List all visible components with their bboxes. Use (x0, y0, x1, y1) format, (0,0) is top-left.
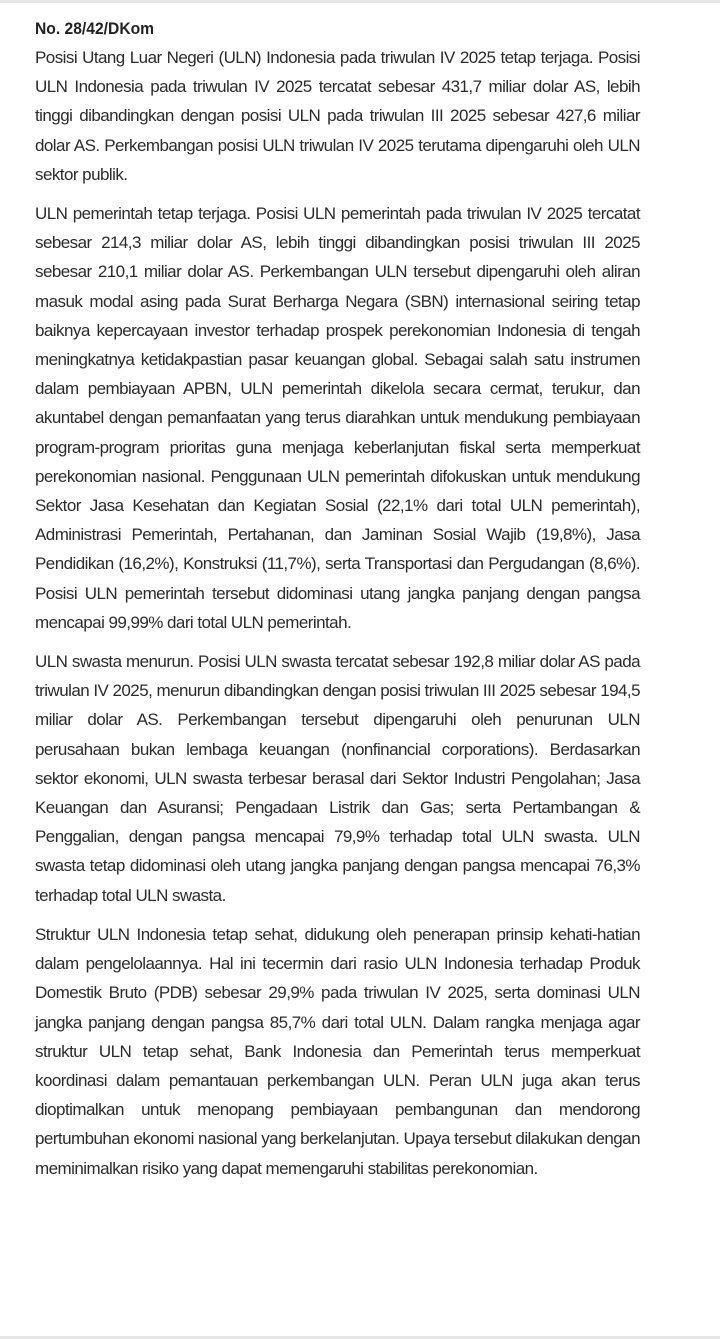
press-release-article (35, 14, 640, 1193)
document-number: No. 28/42/DKom (35, 19, 155, 38)
paragraph-uln-overview: Posisi Utang Luar Negeri (ULN) Indonesia pada triwulan IV 2025 tetap terjaga. Posisi ULN Indonesia pada triwulan IV 2025 tercatat sebesar 431,7 miliar dolar AS, lebih tinggi dibandingkan dengan posisi ULN pada triwulan III 2025 sebesar 427,6 miliar dolar AS. Perkembangan posisi ULN triwulan IV 2025 terutama dipengaruhi oleh ULN sektor publik. (35, 48, 640, 184)
top-divider (0, 0, 720, 3)
paragraph-uln-private: ULN swasta menurun. Posisi ULN swasta tercatat sebesar 192,8 miliar dolar AS pada triwulan IV 2025, menurun dibandingkan dengan posisi triwulan III 2025 sebesar 194,5 miliar dolar AS. Perkembangan tersebut dipengaruhi oleh penurunan ULN perusahaan bukan lembaga keuangan (nonfinancial corporations). Berdasarkan sektor ekonomi, ULN swasta terbesar berasal dari Sektor Industri Pengolahan; Jasa Keuangan dan Asuransi; Pengadaan Listrik dan Gas; serta Pertambangan & Penggalian, dengan pangsa mencapai 79,9% terhadap total ULN swasta. ULN swasta tetap didominasi oleh utang jangka panjang dengan pangsa mencapai 76,3% terhadap total ULN swasta. (35, 652, 640, 905)
paragraph-uln-government: ULN pemerintah tetap terjaga. Posisi ULN pemerintah pada triwulan IV 2025 tercatat sebesar 214,3 miliar dolar AS, lebih tinggi dibandingkan posisi triwulan III 2025 sebesar 210,1 miliar dolar AS. Perkembangan ULN tersebut dipengaruhi oleh aliran masuk modal asing pada Surat Berharga Negara (SBN) internasional seiring tetap baiknya kepercayaan investor terhadap prospek perekonomian Indonesia di tengah meningkatnya ketidakpastian pasar keuangan global. Sebagai salah satu instrumen dalam pembiayaan APBN, ULN pemerintah dikelola secara cermat, terukur, dan akuntabel dengan pemanfaatan yang terus diarahkan untuk mendukung pembiayaan program-program prioritas guna menjaga keberlanjutan fiskal serta memperkuat perekonomian nasional. Penggunaan ULN pemerintah difokuskan untuk mendukung Sektor Jasa Kesehatan dan Kegiatan Sosial (22,1% dari total ULN pemerintah), Administrasi Pemerintah, Pertahanan, dan Jaminan Sosial Wajib (19,8%), Jasa Pendidikan (16,2%), Konstruksi (11,7%), serta Transportasi dan Pergudangan (8,6%). Posisi ULN pemerintah tersebut didominasi utang jangka panjang dengan pangsa mencapai 99,99% dari total ULN pemerintah. (35, 204, 640, 632)
paragraph-uln-structure: Struktur ULN Indonesia tetap sehat, didukung oleh penerapan prinsip kehati-hatian dalam pengelolaannya. Hal ini tecermin dari rasio ULN Indonesia terhadap Produk Domestik Bruto (PDB) sebesar 29,9% pada triwulan IV 2025, serta dominasi ULN jangka panjang dengan pangsa 85,7% dari total ULN. Dalam rangka menjaga agar struktur ULN tetap sehat, Bank Indonesia dan Pemerintah terus memperkuat koordinasi dalam pemantauan perkembangan ULN. Peran ULN juga akan terus dioptimalkan untuk menopang pembiayaan pembangunan dan mendorong pertumbuhan ekonomi nasional yang berkelanjutan. Upaya tersebut dilakukan dengan meminimalkan risiko yang dapat memengaruhi stabilitas perekonomian. (35, 924, 640, 1178)
